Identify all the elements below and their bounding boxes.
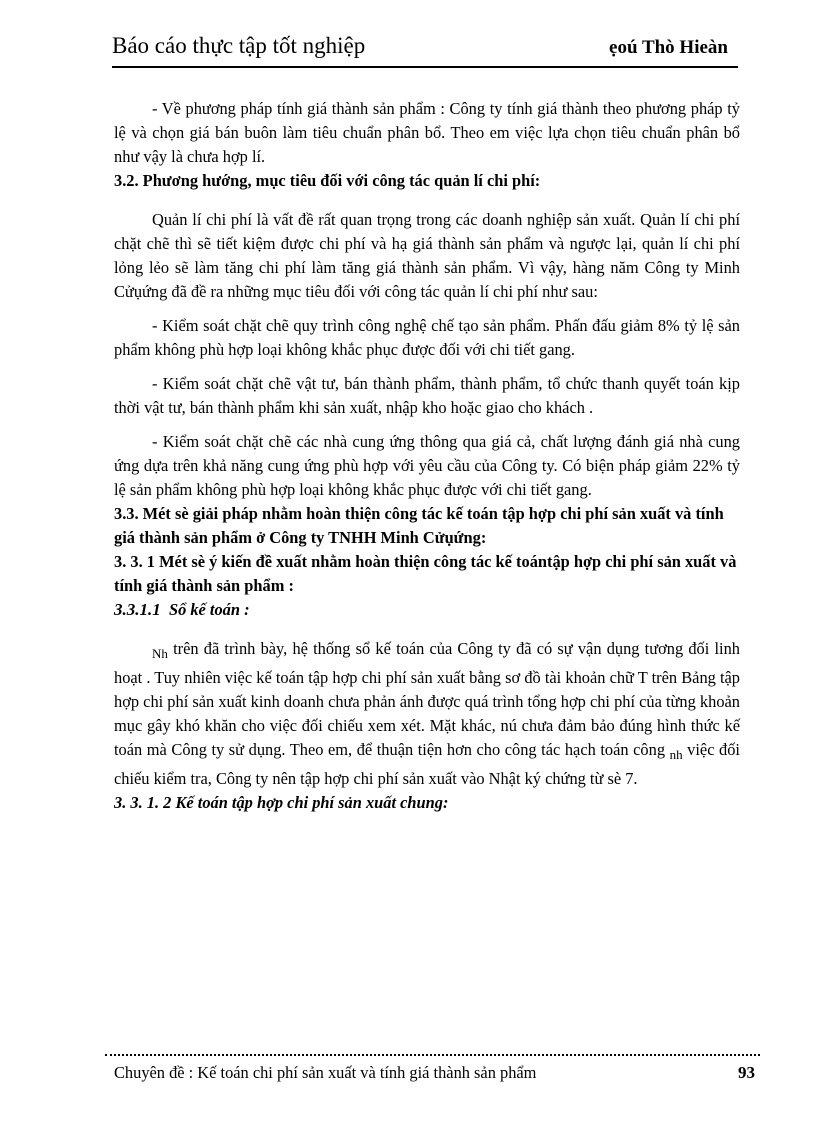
paragraph-goal-process-control: - Kiểm soát chặt chẽ quy trình công nghệ chế tạo sản phẩm. Phấn đấu giảm 8% tỷ lệ sản phẩm không phù hợp loại không khắc phục được đối với chi tiết gang. [114,316,740,359]
heading-3-3-1-2: 3. 3. 1. 2 Kế toán tập hợp chi phí sản xuất chung: [114,793,449,812]
heading-3-2: 3.2. Phương hướng, mục tiêu đối với công tác quản lí chi phí: [114,171,541,190]
word-fragment-2: nh [669,747,683,762]
heading-3-3-1: 3. 3. 1 Mét sè ý kiến đề xuất nhằm hoàn thiện công tác kế toántập hợp chi phí sản xuất và tính giá thành sản phẩm : [114,552,737,595]
footer-text: Chuyên đề : Kế toán chi phí sản xuất và tính giá thành sản phẩm [114,1063,537,1082]
paragraph-cost-management: Quản lí chi phí là vất đề rất quan trọng trong các doanh nghiệp sản xuất. Quản lí chi phí chặt chẽ thì sẽ tiết kiệm được chi phí và hạ giá thành sản phẩm và ngược lại, quản lí chi phí lỏng lẻo sẽ làm tăng chi phí làm tăng giá thành sản phẩm. Vì vậy, hàng năm Công ty Minh Cửụứng đã đề ra những mục tiêu đối với công tác quản lí chi phí như sau: [114,210,740,301]
paragraph-accounting-books-part-b: việc đối chiếu kiểm tra, Công ty nên tập hợp chi phí sản xuất vào Nhật ký chứng từ sè 7. [114,740,740,788]
heading-3-3-1-1-number: 3.3.1.1 [114,600,161,619]
heading-3-3: 3.3. Mét sè giải pháp nhằm hoàn thiện công tác kế toán tập hợp chi phí sản xuất và tính giá thành sản phẩm ở Công ty TNHH Minh Cửụứng: [114,504,724,547]
paragraph-accounting-books [114,637,740,791]
page-number: 93 [738,1063,755,1082]
footer-rule [105,1054,760,1056]
document-body [114,97,740,815]
heading-3-3-1-1 [114,598,740,622]
header-rule [112,66,738,68]
header-title: Báo cáo thực tập tốt nghiệp [112,33,366,58]
paragraph-goal-material-control: - Kiểm soát chặt chẽ vật tư, bán thành phẩm, thành phẩm, tổ chức thanh quyết toán kịp thời vật tư, bán thành phẩm khi sản xuất, nhập kho hoặc giao cho khách . [114,374,740,417]
paragraph-accounting-books-part-a: trên đã trình bày, hệ thống sổ kế toán của Công ty đã có sự vận dụng tương đối linh hoạt . Tuy nhiên việc kế toán tập hợp chi phí sản xuất bằng sơ đồ tài khoản chữ T trên Bảng tập hợp chi phí sản xuất kinh doanh chưa phản ánh được quá trình tổng hợp chi phí của từng khoản mục gây khó khăn cho việc đối chiếu xem xét. Mặt khác, nú chưa đảm bảo đúng hình thức kế toán mà Công ty sử dụng. Theo em, để thuận tiện hơn cho công tác hạch toán công [114,639,740,759]
heading-3-3-1-1-title: Sổ kế toán : [168,600,250,619]
word-fragment-1: Nh [152,646,168,661]
paragraph-costing-method: - Về phương pháp tính giá thành sản phẩm : Công ty tính giá thành theo phương pháp tỷ lệ và chọn giá bán buôn làm tiêu chuẩn phân bổ. Theo em việc lựa chọn tiêu chuẩn phân bổ như vậy là chưa hợp lí. [114,99,740,166]
paragraph-goal-supplier-control: - Kiểm soát chặt chẽ các nhà cung ứng thông qua giá cả, chất lượng đánh giá nhà cung ứng dựa trên khả năng cung ứng phù hợp với yêu cầu của Công ty. Có biện pháp giảm 22% tỷ lệ sản phẩm không phù hợp loại không khắc phục được với chi tiết gang. [114,432,740,499]
page-header [112,33,738,67]
header-author: ẹoú Thò Hieàn [609,37,728,58]
